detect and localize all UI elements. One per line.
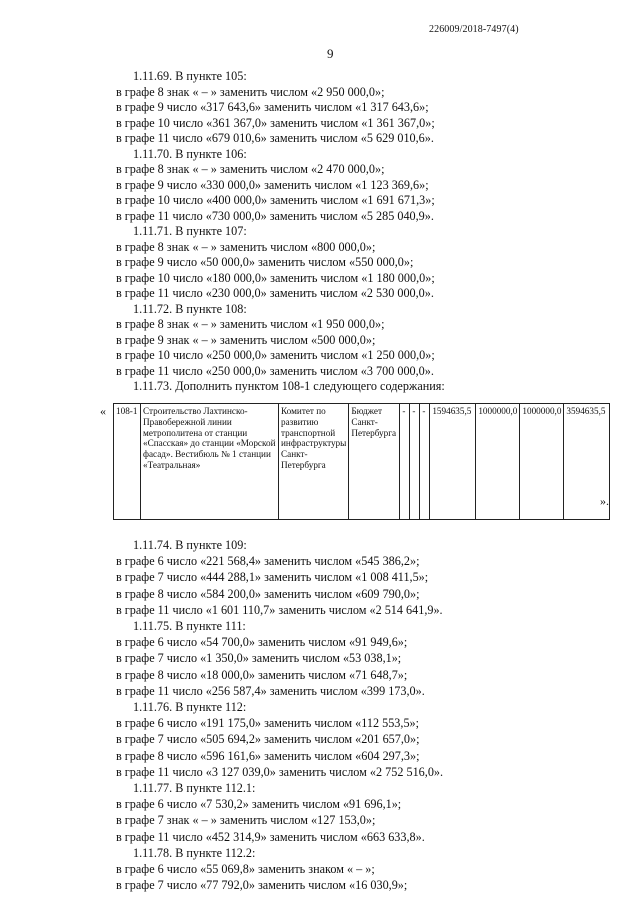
section-heading: 1.11.75. В пункте 111: (133, 619, 246, 633)
amendment-line: в графе 8 знак « – » заменить числом «2 470 000,0»; (116, 162, 385, 176)
amendment-line: в графе 7 число «505 694,2» заменить числом «201 657,0»; (116, 732, 420, 747)
amendment-line: в графе 9 число «50 000,0» заменить числом «550 000,0»; (116, 255, 414, 269)
amendment-line: в графе 8 число «596 161,6» заменить числом «604 297,3»; (116, 748, 420, 763)
amendment-line: в графе 10 число «250 000,0» заменить числом «1 250 000,0»; (116, 348, 435, 362)
table-close-quote: ». (600, 494, 609, 508)
amendment-line: в графе 11 число «452 314,9» заменить числом «663 633,8». (116, 829, 425, 844)
section-heading: 1.11.73. Дополнить пунктом 108-1 следующего содержания: (133, 379, 445, 393)
amendment-line: в графе 10 число «400 000,0» заменить числом «1 691 671,3»; (116, 193, 435, 207)
amendment-line: в графе 10 число «180 000,0» заменить числом «1 180 000,0»; (116, 270, 435, 285)
amendment-line: в графе 6 число «55 069,8» заменить знаком « – »; (116, 862, 375, 876)
cell-col7: - (420, 404, 430, 520)
amendment-line: в графе 7 число «1 350,0» заменить числом «53 038,1»; (116, 651, 402, 666)
amendment-line: в графе 8 знак « – » заменить числом «2 950 000,0»; (116, 84, 385, 99)
amendment-line: в графе 10 число «361 367,0» заменить числом «1 361 367,0»; (116, 115, 435, 130)
amendment-line: в графе 6 число «7 530,2» заменить числом «91 696,1»; (116, 797, 402, 812)
amendment-line: в графе 11 число «1 601 110,7» заменить числом «2 514 641,9». (116, 602, 443, 617)
amendment-line: в графе 11 число «679 010,6» заменить числом «5 629 010,6». (116, 131, 434, 145)
amendment-line: в графе 11 число «3 127 039,0» заменить числом «2 752 516,0». (116, 764, 444, 779)
inserted-table-row (113, 403, 610, 520)
cell-col6: - (410, 404, 420, 520)
amendment-line: в графе 7 число «77 792,0» заменить числом «16 030,9»; (116, 878, 408, 893)
section-heading: 1.11.72. В пункте 108: (133, 301, 247, 316)
section-heading: 1.11.77. В пункте 112.1: (133, 781, 256, 795)
amendment-line: в графе 7 число «444 288,1» заменить числом «1 008 411,5»; (116, 570, 429, 585)
amendment-line: в графе 7 знак « – » заменить числом «127 153,0»; (116, 813, 376, 828)
amendment-line: в графе 11 число «230 000,0» заменить числом «2 530 000,0». (116, 286, 434, 300)
amendment-line: в графе 11 число «250 000,0» заменить числом «3 700 000,0». (116, 363, 434, 378)
cell-customer: Комитет по развитию транспортной инфраструктуры Санкт-Петербурга (279, 404, 349, 520)
section-heading: 1.11.70. В пункте 106: (133, 146, 247, 161)
amendment-line: в графе 8 знак « – » заменить числом «800 000,0»; (116, 239, 376, 254)
cell-object-name: Строительство Лахтинско-Правобережной линии метрополитена от станции «Спасская» до станции «Морской фасад». Вестибюль № 1 станции «Театральная» (141, 404, 279, 520)
amendment-line: в графе 6 число «191 175,0» заменить числом «112 553,5»; (116, 716, 420, 731)
section-heading: 1.11.71. В пункте 107: (133, 224, 247, 238)
section-heading: 1.11.74. В пункте 109: (133, 538, 247, 552)
section-heading: 1.11.69. В пункте 105: (133, 69, 247, 83)
cell-col5: - (400, 404, 410, 520)
amendment-line: в графе 11 число «730 000,0» заменить числом «5 285 040,9». (116, 208, 434, 223)
section-heading: 1.11.76. В пункте 112: (133, 700, 247, 714)
cell-col10: 1000000,0 (520, 404, 564, 520)
amendment-line: в графе 8 число «18 000,0» заменить числом «71 648,7»; (116, 667, 408, 682)
amendment-line: в графе 9 число «330 000,0» заменить числом «1 123 369,6»; (116, 177, 429, 192)
amendment-line: в графе 9 число «317 643,6» заменить числом «1 317 643,6»; (116, 100, 429, 114)
amendment-line: в графе 9 знак « – » заменить числом «500 000,0»; (116, 332, 376, 347)
page-number: 9 (327, 46, 334, 61)
document-number: 226009/2018-7497(4) (429, 24, 519, 35)
amendment-line: в графе 11 число «256 587,4» заменить числом «399 173,0». (116, 683, 425, 698)
cell-item-number: 108-1 (114, 404, 141, 520)
cell-col11: 3594635,5 (564, 404, 610, 520)
cell-col9: 1000000,0 (476, 404, 520, 520)
table-open-quote: « (100, 404, 106, 418)
cell-col8: 1594635,5 (430, 404, 476, 520)
amendment-line: в графе 6 число «54 700,0» заменить числом «91 949,6»; (116, 635, 408, 650)
amendment-line: в графе 6 число «221 568,4» заменить числом «545 386,2»; (116, 554, 420, 569)
amendment-line: в графе 8 число «584 200,0» заменить числом «609 790,0»; (116, 586, 420, 601)
cell-source: Бюджет Санкт-Петербурга (349, 404, 400, 520)
section-heading: 1.11.78. В пункте 112.2: (133, 845, 256, 860)
amendment-line: в графе 8 знак « – » заменить числом «1 950 000,0»; (116, 317, 385, 331)
